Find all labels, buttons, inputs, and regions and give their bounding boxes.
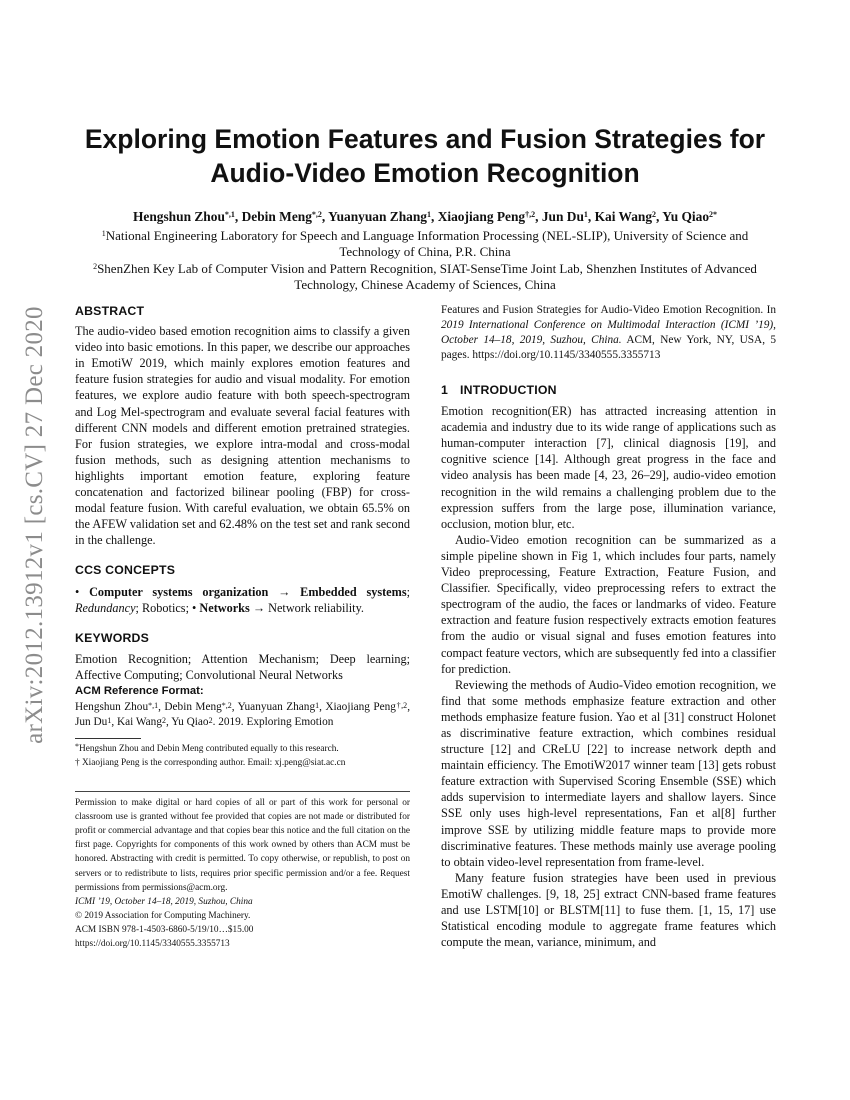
ref-author: , Debin Meng bbox=[158, 701, 222, 714]
conference-text: ICMI ’19, October 14–18, 2019, Suzhou, China bbox=[75, 896, 253, 907]
section-number: 1 bbox=[441, 383, 449, 397]
ccs-concept: Embedded systems bbox=[300, 584, 407, 599]
author-name: Jun Du bbox=[541, 209, 584, 224]
arrow: → bbox=[249, 600, 269, 615]
affiliation-text: ShenZhen Key Lab of Computer Vision and Pattern Recognition, SIAT-SenseTime Joint Lab, Shenzhen Institutes of Advanced Technology, Chinese Academy of Sciences, China bbox=[97, 261, 757, 292]
separator: ; Robotics; bbox=[135, 600, 193, 615]
permission-block bbox=[75, 791, 410, 951]
section-title: INTRODUCTION bbox=[460, 383, 557, 397]
author-mark: 1 bbox=[427, 210, 432, 219]
ccs-concept: Redundancy bbox=[75, 600, 136, 615]
ref-mark: *,2 bbox=[221, 701, 232, 711]
conference-line bbox=[75, 895, 410, 909]
ccs-concept: Network reliability. bbox=[268, 600, 364, 615]
separator: ; bbox=[406, 584, 410, 599]
affiliation-2 bbox=[85, 261, 765, 293]
bullet: • bbox=[75, 584, 90, 599]
acm-reference-continuation bbox=[441, 303, 776, 363]
ref-mark: 1 bbox=[315, 701, 320, 711]
ref-author: , Yu Qiao bbox=[165, 716, 209, 729]
ref-author: Hengshun Zhou bbox=[75, 701, 149, 714]
left-column bbox=[75, 303, 410, 951]
abstract-heading: ABSTRACT bbox=[75, 304, 145, 318]
ccs-heading: CCS CONCEPTS bbox=[75, 563, 176, 578]
intro-paragraph: Reviewing the methods of Audio-Video emotion recognition, we find that some methods emphasize feature extraction and other methods emphasize feature fusion. Yao et al [31] construct Holonet as discriminative feature extraction, which combines residual structure [12] and CReLU [22] to increase network depth and maintain efficiency. The EmotiW2017 winner team [13] gets robust feature extraction with Supervised Scoring Ensemble (SSE) which adds supervision to intermediate layers and shallow layers. Since SSE only uses high-level representations, Fan et al[8] further improve SSE by utilizing middle feature maps to provide more discriminative features. These methods mainly use average pooling to obtain video-level representation from frame-level. bbox=[441, 677, 776, 869]
arxiv-id-text: arXiv:2012.13912v1 [cs.CV] 27 Dec 2020 bbox=[21, 306, 48, 744]
ccs-text bbox=[75, 584, 410, 616]
arrow: → bbox=[268, 584, 301, 599]
author-name: Debin Meng bbox=[241, 209, 312, 224]
author-mark: †,2 bbox=[525, 210, 536, 219]
footnote-mark: * bbox=[75, 742, 79, 752]
affiliation-mark: 2 bbox=[93, 262, 98, 271]
acm-reference-heading: ACM Reference Format: bbox=[75, 684, 204, 697]
acm-reference-text bbox=[75, 700, 410, 730]
ccs-concept: Computer systems organization bbox=[89, 584, 269, 599]
affiliation-mark: 1 bbox=[101, 229, 106, 238]
ref-mark: 2 bbox=[208, 716, 213, 726]
ref-text: Features and Fusion Strategies for Audio-Video Emotion Recognition. In bbox=[441, 304, 776, 316]
author-mark: *,1 bbox=[224, 210, 235, 219]
ref-title-start: . 2019. Exploring Emotion bbox=[212, 716, 334, 729]
affiliation-1 bbox=[85, 228, 765, 260]
ref-mark: 1 bbox=[107, 716, 112, 726]
ref-author: , Yuanyuan Zhang bbox=[231, 701, 316, 714]
footnote-corresponding-author: † Xiaojiang Peng is the corresponding author. Email: xj.peng@siat.ac.cn bbox=[75, 758, 346, 769]
isbn-line: ACM ISBN 978-1-4503-6860-5/19/10…$15.00 bbox=[75, 924, 254, 935]
intro-paragraph: Emotion recognition(ER) has attracted increasing attention in academia and industry due to its wide range of applications such as human-computer interaction [7], clinical diagnosis [19], and cognitive science [14]. Although great progress in the face and video analysis has been made [4, 23, 26–29], audio-video emotion recognition in the wild remains a challenging problem due to the expression suffers from the large pose, illumination variance, occlusion, motion blur, etc. bbox=[441, 404, 776, 531]
author-mark: *,2 bbox=[311, 210, 322, 219]
keywords-heading: KEYWORDS bbox=[75, 630, 150, 645]
arxiv-identifier-stamp bbox=[21, 290, 48, 760]
ref-text: ACM, New York, NY, USA, 5 pages. https://doi.org/10.1145/3340555.3355713 bbox=[441, 334, 776, 361]
footnote-rule bbox=[75, 738, 141, 739]
bullet: • bbox=[192, 600, 200, 615]
intro-paragraph: Many feature fusion strategies have been used in previous EmotiW challenges. [9, 18, 25] extract CNN-based frame features and use LSTM[10] or BLSTM[11] to fuse them. [1, 15, 17] use Statistical encoding module to aggregate frame features which compute the mean, variance, minimum, and bbox=[441, 870, 776, 950]
ref-author: , Kai Wang bbox=[111, 716, 162, 729]
introduction-heading bbox=[441, 382, 776, 398]
author-name: Yu Qiao bbox=[662, 209, 710, 224]
ref-author: , Jun Du bbox=[75, 701, 411, 729]
permission-text: Permission to make digital or hard copies of all or part of this work for personal or classroom use is granted without fee provided that copies are not made or distributed for profit or commercial advantage and that copies bear this notice and the full citation on the first page. Copyrights for components of this work owned by others than ACM must be honored. Abstracting with credit is permitted. To copy otherwise, or republish, to post on servers or to redistribute to lists, requires prior specific permission and/or a fee. Request permissions from permissions@acm.org. bbox=[75, 798, 410, 893]
author-name: Hengshun Zhou bbox=[132, 209, 225, 224]
ref-mark: 2 bbox=[161, 716, 166, 726]
abstract-text: The audio-video based emotion recognition aims to classify a given video into basic emotions. In this paper, we describe our approaches in EmotiW 2019, which mainly explores emotion features and feature fusion strategies for audio and visual modality. For emotion features, we explore audio feature with both speech-spectrogram and Log Mel-spectrogram and evaluate several facial features with different CNN models and different emotion pretrained strategies. For fusion strategies, we explore intra-modal and cross-modal fusion methods, such as designing attention mechanisms to highlights important emotion feature, exploring feature concatenation and factorized bilinear pooling (FBP) for cross-modal feature fusion. With careful evaluation, we obtain 65.5% on the AFEW validation set and 62.48% on the test set and rank second in the challenge. bbox=[75, 324, 410, 548]
footnote-text: Hengshun Zhou and Debin Meng contributed equally to this research. bbox=[79, 744, 339, 755]
ref-mark: *,1 bbox=[148, 701, 159, 711]
ref-venue: 2019 International Conference on Multimodal Interaction (ICMI ’19), October 14–18, 2019, Suzhou, China. bbox=[441, 319, 776, 346]
author-name: Xiaojiang Peng bbox=[437, 209, 526, 224]
author-mark: 2 bbox=[652, 210, 657, 219]
author-mark: 2* bbox=[709, 210, 718, 219]
author-name: Yuanyuan Zhang bbox=[328, 209, 428, 224]
right-column bbox=[441, 303, 776, 950]
footnote-equal-contribution bbox=[75, 742, 410, 756]
intro-paragraph: Audio-Video emotion recognition can be summarized as a simple pipeline shown in Fig 1, which includes four parts, namely Video preprocessing, Feature Extraction, Feature Fusion, and Classifier. Specifically, video preprocessing refers to extract the spectrogram of the audio, the faces or landmarks of video. Feature extraction and feature fusion respectively extracts emotion features from the audio or visual signal and fuses emotion features into compact feature vectors, which are subsequently fed into a classifier for prediction. bbox=[441, 532, 776, 676]
ref-mark: †,2 bbox=[395, 701, 408, 711]
affiliation-text: National Engineering Laboratory for Speech and Language Information Processing (NEL-SLIP), University of Science and Technology of China, P.R. China bbox=[105, 228, 749, 259]
copyright-line: © 2019 Association for Computing Machinery. bbox=[75, 910, 251, 921]
ref-author: , Xiaojiang Peng bbox=[319, 701, 396, 714]
author-name: Kai Wang bbox=[594, 209, 653, 224]
author-list: Hengshun Zhou$^{*,1}$, Debin Meng$^{*,2}$, Yuanyuan Zhang$^1$, Xiaojiang Peng$^{\dagger,2}$, Jun Du$^1$, Kai Wang$^2$, Yu Qiao$^{2*}$ bbox=[132, 209, 718, 224]
author-mark: 1 bbox=[583, 210, 588, 219]
keywords-text: Emotion Recognition; Attention Mechanism; Deep learning; Affective Computing; Convolutional Neural Networks bbox=[75, 651, 410, 682]
paper-title: Exploring Emotion Features and Fusion Strategies for Audio-Video Emotion Recognition bbox=[84, 124, 766, 188]
doi-line: https://doi.org/10.1145/3340555.3355713 bbox=[75, 939, 230, 949]
ccs-concept: Networks bbox=[199, 600, 250, 615]
